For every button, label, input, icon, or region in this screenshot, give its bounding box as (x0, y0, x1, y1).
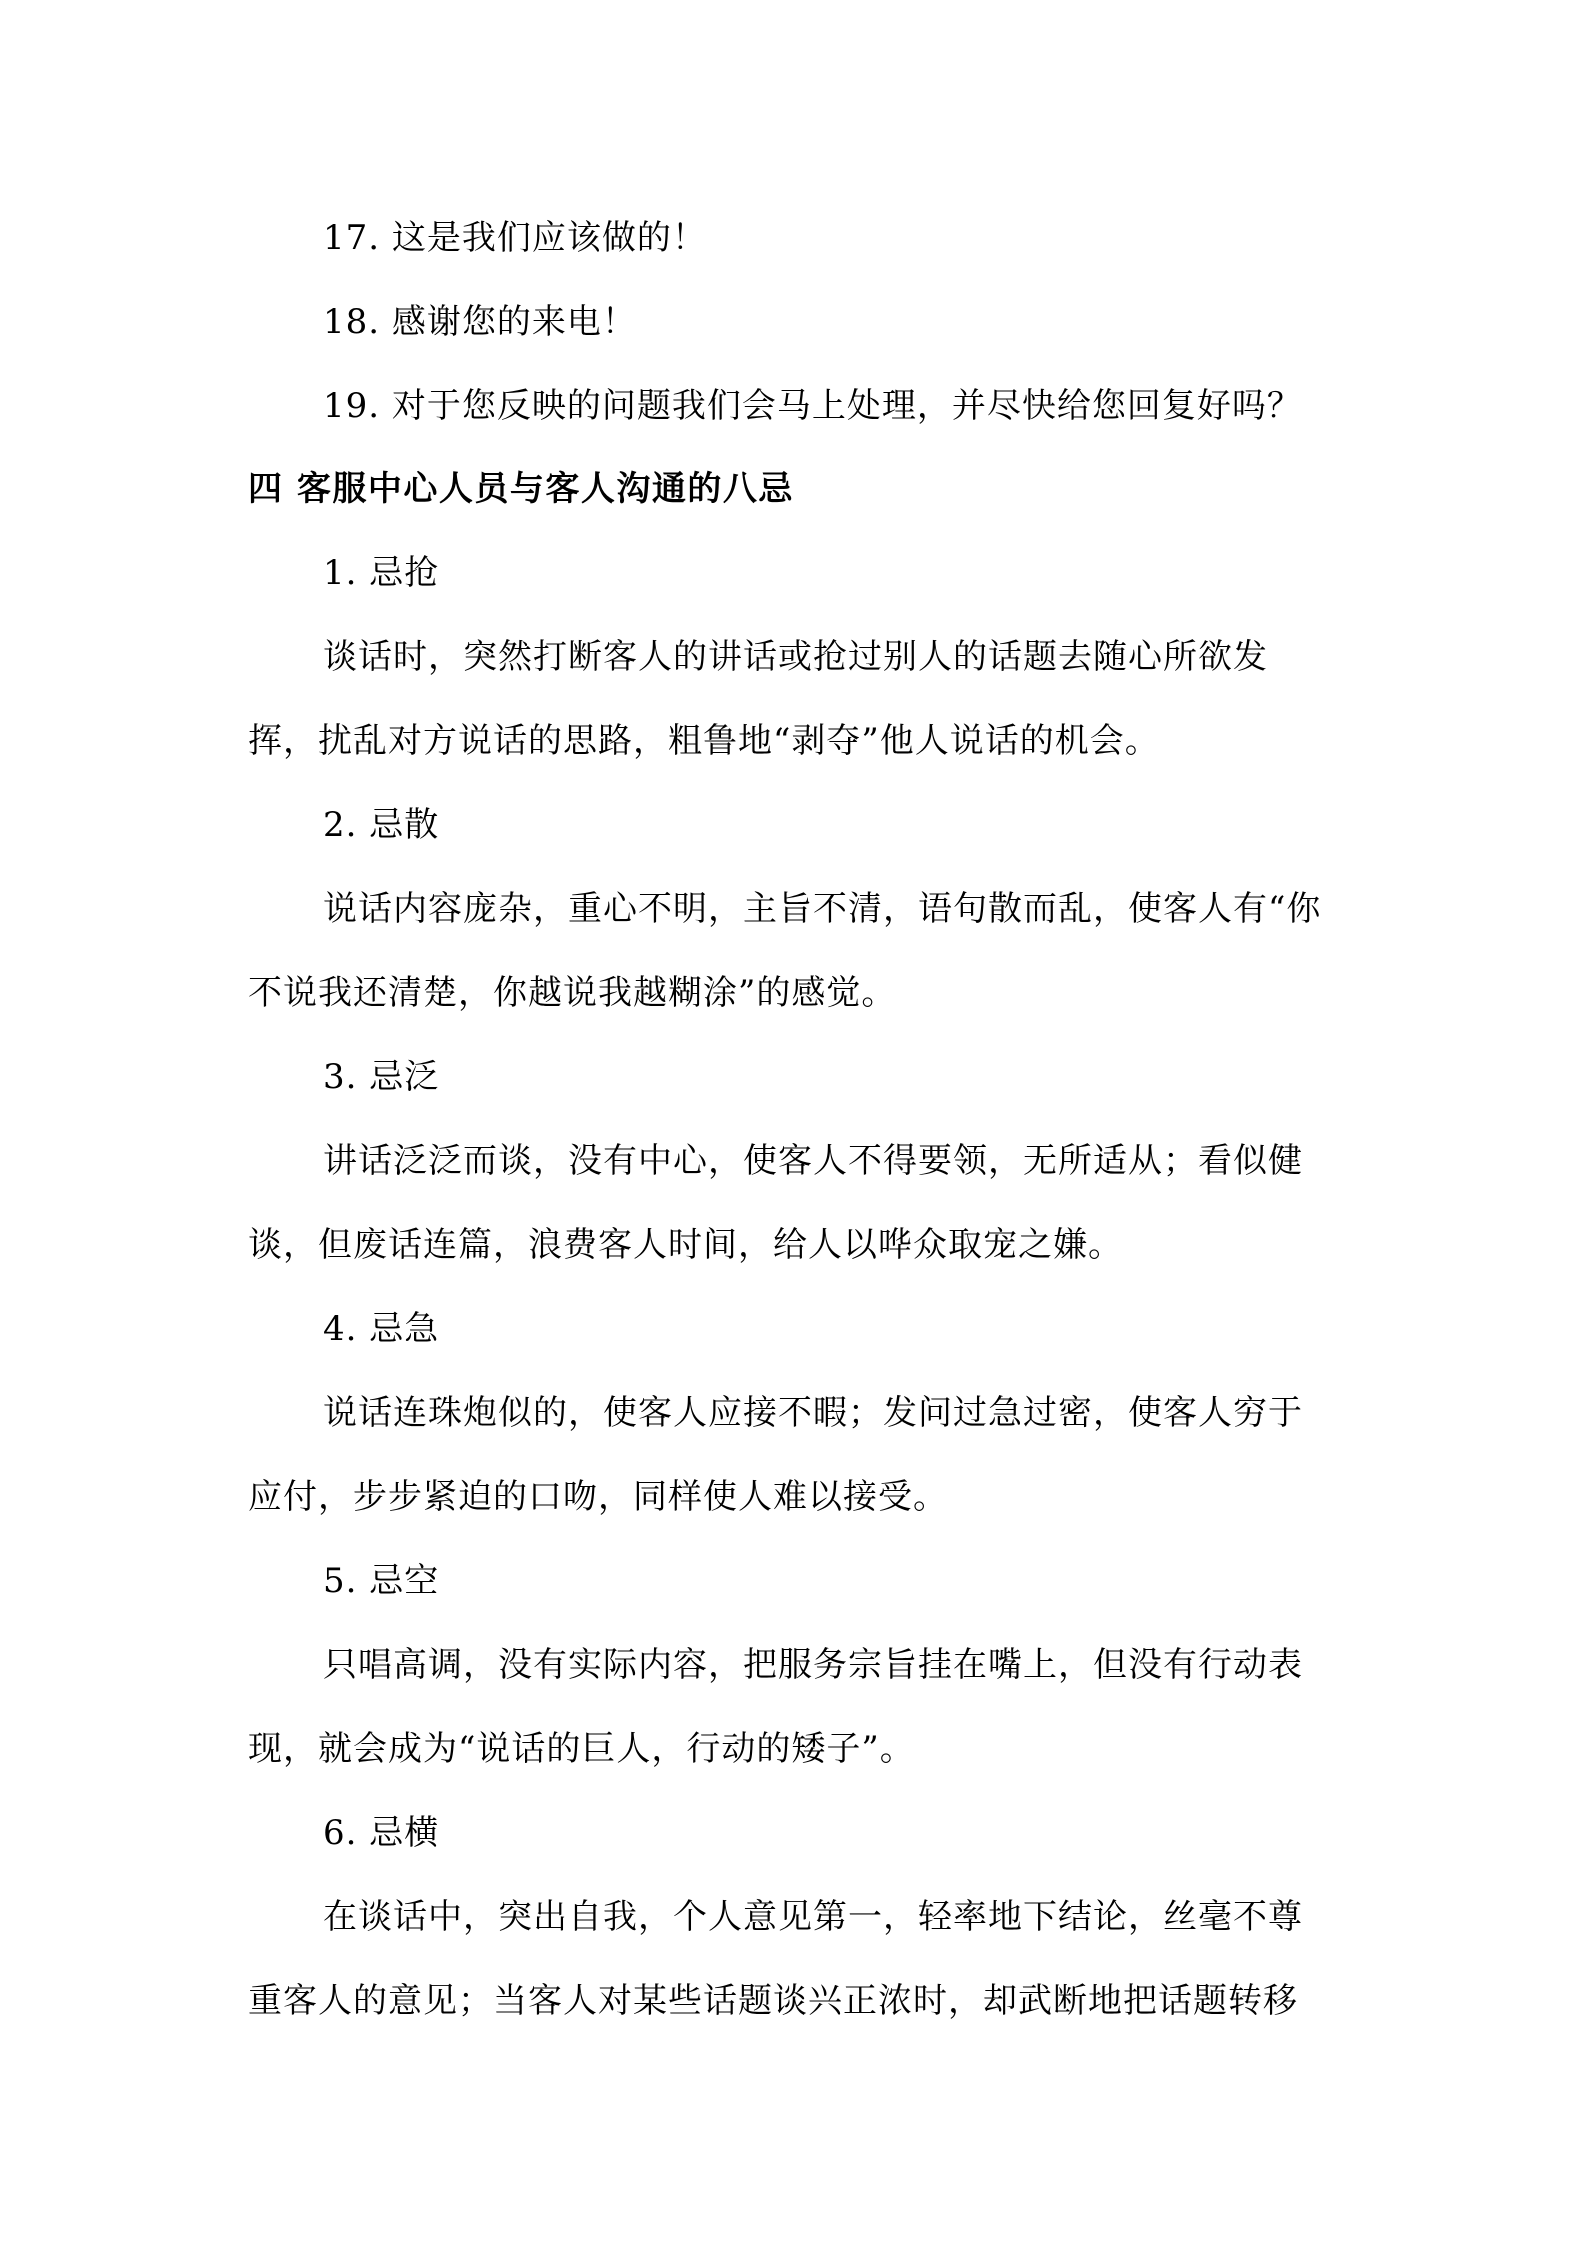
taboo-3-text-line-2: 谈，但废话连篇，浪费客人时间，给人以哗众取宠之嫌。 (248, 1225, 1123, 1265)
taboo-4-label: 4. 忌急 (323, 1309, 440, 1349)
list-item-17: 17. 这是我们应该做的！ (323, 218, 707, 258)
taboo-5-text-line-2: 现，就会成为“说话的巨人，行动的矮子”。 (248, 1729, 915, 1769)
taboo-2-text-line-2: 不说我还清楚，你越说我越糊涂”的感觉。 (248, 973, 897, 1013)
list-item-19: 19. 对于您反映的问题我们会马上处理，并尽快给您回复好吗？ (323, 386, 1302, 426)
section-heading: 四 客服中心人员与客人沟通的八忌 (248, 469, 794, 509)
taboo-3-label: 3. 忌泛 (323, 1057, 440, 1097)
taboo-1-text-line-1: 谈话时，突然打断客人的讲话或抢过别人的话题去随心所欲发 (323, 637, 1268, 677)
taboo-4-text-line-1: 说话连珠炮似的，使客人应接不暇；发问过急过密，使客人穷于 (323, 1393, 1303, 1433)
taboo-6-text-line-1: 在谈话中，突出自我，个人意见第一，轻率地下结论，丝毫不尊 (323, 1897, 1303, 1937)
taboo-4-text-line-2: 应付，步步紧迫的口吻，同样使人难以接受。 (248, 1477, 948, 1517)
taboo-6-label: 6. 忌横 (323, 1813, 440, 1853)
taboo-5-text-line-1: 只唱高调，没有实际内容，把服务宗旨挂在嘴上，但没有行动表 (323, 1645, 1303, 1685)
taboo-1-label: 1. 忌抢 (323, 553, 440, 593)
taboo-2-text-line-1: 说话内容庞杂，重心不明，主旨不清，语句散而乱，使客人有“你 (323, 889, 1322, 929)
taboo-1-text-line-2: 挥，扰乱对方说话的思路，粗鲁地“剥夺”他人说话的机会。 (248, 721, 1160, 761)
taboo-2-label: 2. 忌散 (323, 805, 440, 845)
taboo-6-text-line-2: 重客人的意见；当客人对某些话题谈兴正浓时，却武断地把话题转移 (248, 1981, 1298, 2021)
taboo-3-text-line-1: 讲话泛泛而谈，没有中心，使客人不得要领，无所适从；看似健 (323, 1141, 1303, 1181)
list-item-18: 18. 感谢您的来电！ (323, 302, 637, 342)
taboo-5-label: 5. 忌空 (323, 1561, 440, 1601)
